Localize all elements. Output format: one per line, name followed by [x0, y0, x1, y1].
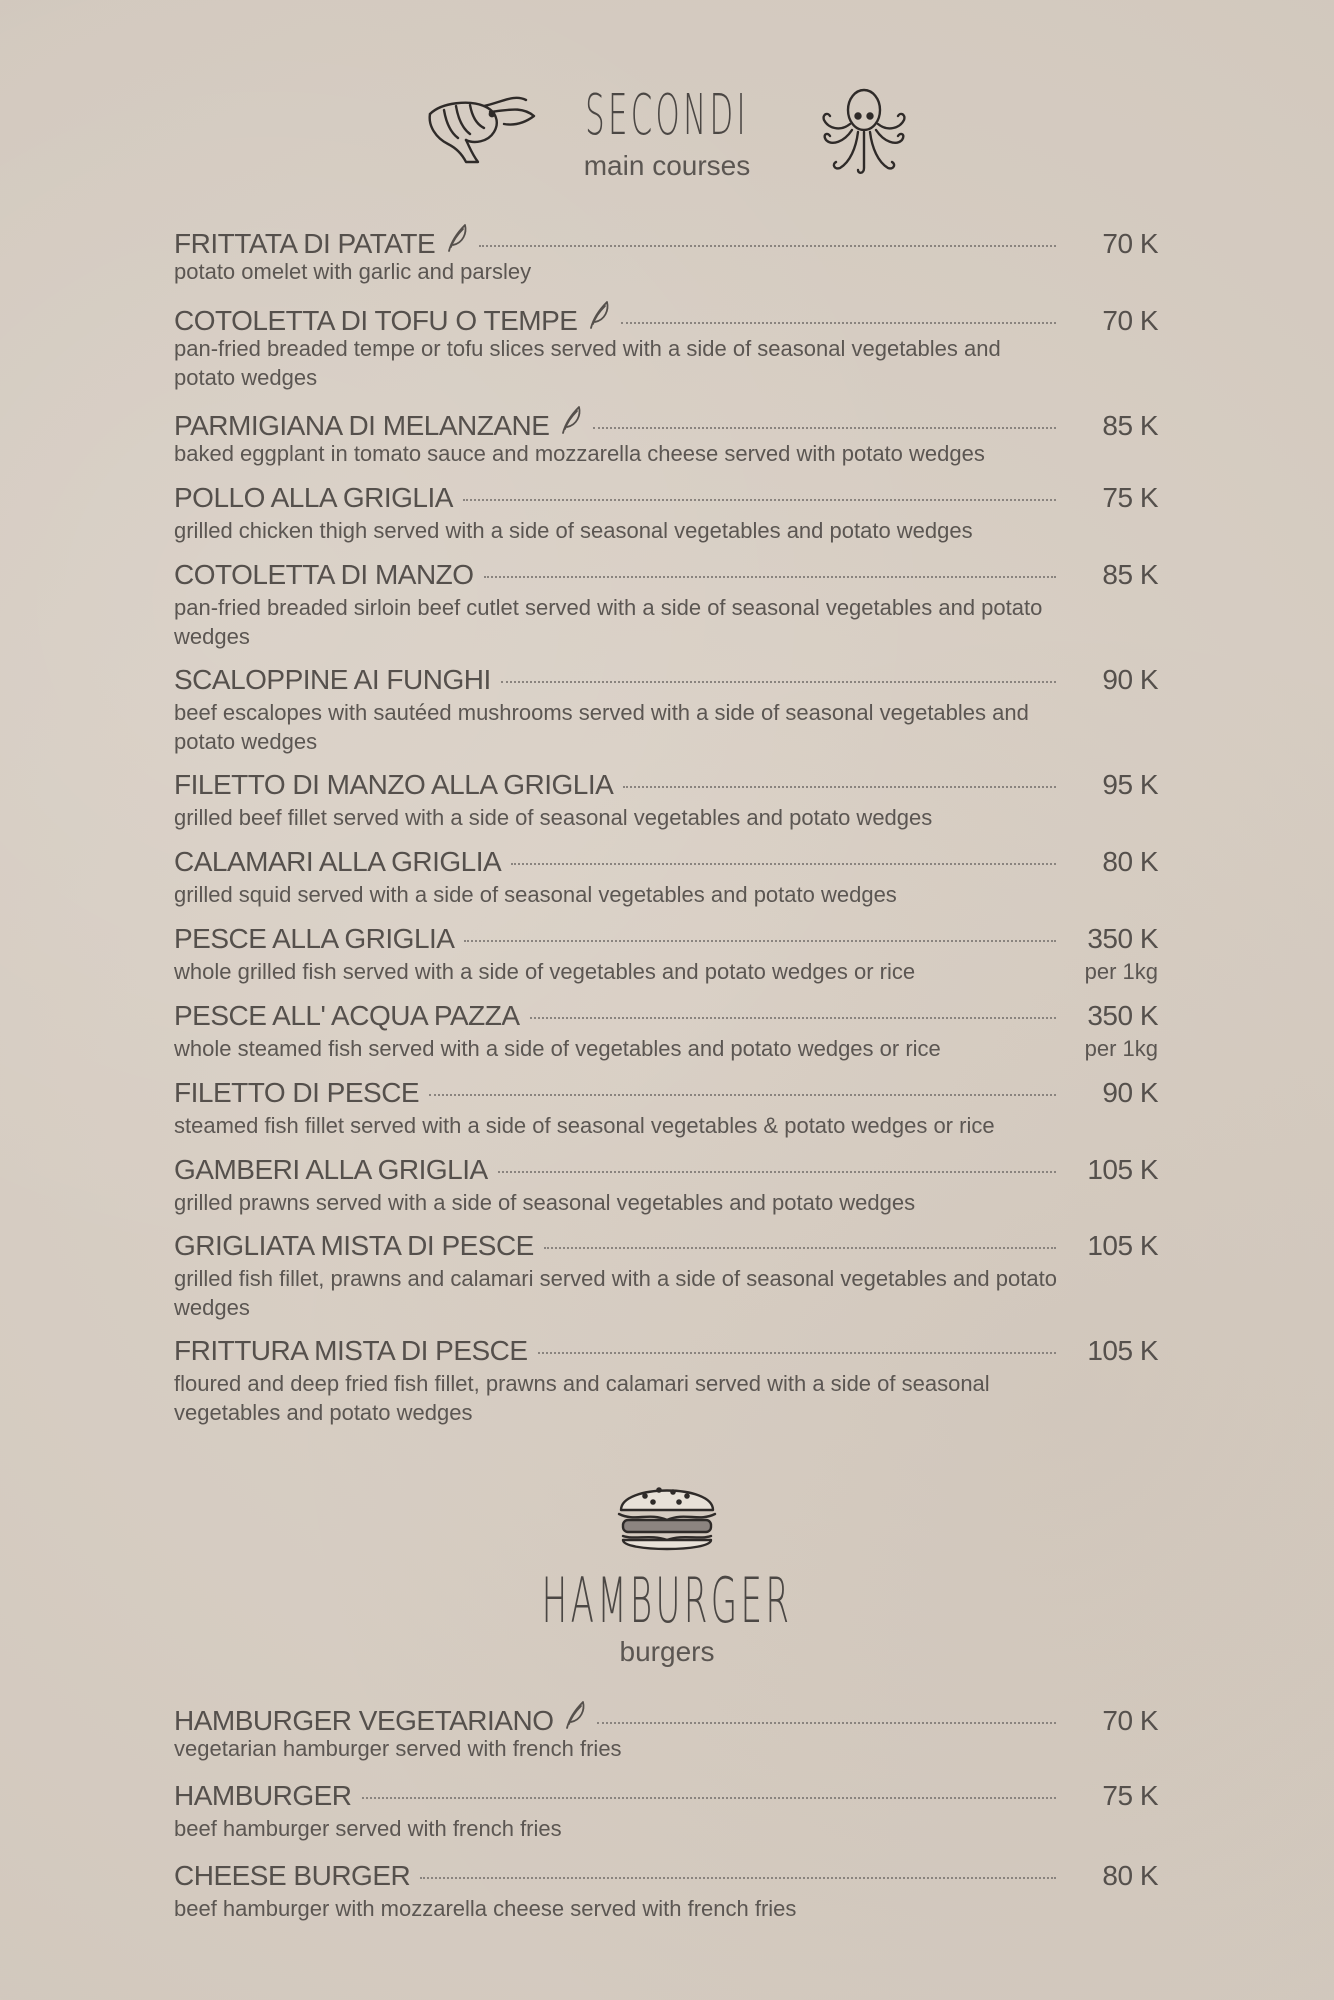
menu-item-description: beef hamburger with mozzarella cheese served with french fries [174, 1896, 797, 1921]
menu-item-price: 105 K [1087, 1335, 1158, 1366]
menu-item-row [174, 846, 1158, 880]
menu-item-price: 85 K [1102, 410, 1158, 441]
menu-item-price: 80 K [1102, 1860, 1158, 1891]
menu-item-price: 85 K [1102, 559, 1158, 590]
menu-item-description: grilled chicken thigh served with a side of seasonal vegetables and potato wedges [174, 518, 973, 543]
menu-item [174, 1780, 1158, 1843]
menu-item-price: 350 K [1087, 1000, 1158, 1031]
menu-item-description: grilled squid served with a side of seasonal vegetables and potato wedges [174, 882, 897, 907]
leaf-icon [557, 405, 583, 433]
menu-item [174, 559, 1158, 651]
menu-item-name: HAMBURGER VEGETARIANO [174, 1705, 554, 1736]
menu-item-row [174, 559, 1158, 593]
menu-item-name: CALAMARI ALLA GRIGLIA [174, 846, 502, 877]
menu-item-name: POLLO ALLA GRIGLIA [174, 482, 453, 513]
menu-item-description: grilled prawns served with a side of seasonal vegetables and potato wedges [174, 1190, 916, 1215]
dot-leader [597, 1720, 1056, 1724]
menu-item-price: 350 K [1087, 923, 1158, 954]
menu-item-price: 90 K [1102, 664, 1158, 695]
menu-item-name: PESCE ALLA GRIGLIA [174, 923, 455, 954]
menu-item [174, 300, 1158, 392]
menu-item-description: beef escalopes with sautéed mushrooms served with a side of seasonal vegetables and potato wedges [174, 700, 1029, 754]
menu-item-name: FRITTATA DI PATATE [174, 228, 436, 259]
menu-item-name: COTOLETTA DI MANZO [174, 559, 474, 590]
menu-item-price: 75 K [1102, 482, 1158, 513]
menu-item-row [174, 1860, 1158, 1894]
dot-leader [362, 1795, 1056, 1799]
dot-leader [498, 1169, 1056, 1173]
section-title: SECONDI [585, 83, 749, 148]
menu-item-name: CHEESE BURGER [174, 1860, 411, 1891]
menu-item [174, 223, 1158, 286]
dot-leader [538, 1350, 1056, 1354]
menu-item-row [174, 1000, 1158, 1034]
dot-leader [544, 1245, 1056, 1249]
menu-item [174, 1000, 1158, 1063]
section-subtitle: burgers [619, 1636, 715, 1667]
burger-icon [615, 1470, 719, 1558]
leaf-icon [561, 1700, 587, 1728]
menu-item [174, 482, 1158, 545]
menu-item [174, 769, 1158, 832]
menu-item-name: FRITTURA MISTA DI PESCE [174, 1335, 528, 1366]
menu-item-name: COTOLETTA DI TOFU O TEMPE [174, 305, 578, 336]
menu-item [174, 1077, 1158, 1140]
menu-item-name: FILETTO DI PESCE [174, 1077, 420, 1108]
menu-item-price: 70 K [1102, 305, 1158, 336]
menu-item-price: 105 K [1087, 1230, 1158, 1261]
menu-item [174, 1230, 1158, 1322]
menu-item-price: 70 K [1102, 1705, 1158, 1736]
dot-leader [511, 861, 1056, 865]
menu-item-price: 105 K [1087, 1154, 1158, 1185]
leaf-icon [585, 300, 611, 328]
menu-item-row [174, 1077, 1158, 1111]
menu-item-description: grilled fish fillet, prawns and calamari served with a side of seasonal vegetables and potato wedges [174, 1266, 1057, 1320]
menu-item-description: vegetarian hamburger served with french fries [174, 1736, 622, 1761]
section-header-hamburger [0, 1564, 1334, 1667]
menu-item-price: 90 K [1102, 1077, 1158, 1108]
dot-leader [621, 320, 1056, 324]
menu-item-price: 70 K [1102, 228, 1158, 259]
menu-item-row [174, 482, 1158, 516]
menu-item-name: HAMBURGER [174, 1780, 352, 1811]
menu-item-row [174, 664, 1158, 698]
menu-item-row [174, 923, 1158, 957]
section-subtitle: main courses [583, 150, 751, 181]
menu-item-name: FILETTO DI MANZO ALLA GRIGLIA [174, 769, 614, 800]
section-header-secondi [0, 83, 1334, 181]
dot-leader [593, 425, 1056, 429]
menu-item-row [174, 1230, 1158, 1264]
menu-item-price-unit: per 1kg [1084, 1036, 1158, 1061]
menu-item [174, 923, 1158, 986]
leaf-icon [443, 223, 469, 251]
dot-leader [420, 1875, 1056, 1879]
menu-item-name: GAMBERI ALLA GRIGLIA [174, 1154, 488, 1185]
menu-item-description: pan-fried breaded tempe or tofu slices served with a side of seasonal vegetables and potato wedges [174, 336, 1001, 390]
menu-item-row [174, 769, 1158, 803]
menu-item-description: beef hamburger served with french fries [174, 1816, 562, 1841]
menu-item-price: 95 K [1102, 769, 1158, 800]
menu-item-description: potato omelet with garlic and parsley [174, 259, 532, 284]
dot-leader [484, 574, 1056, 578]
dot-leader [464, 938, 1056, 942]
menu-item-description: steamed fish fillet served with a side of seasonal vegetables & potato wedges or rice [174, 1113, 995, 1138]
menu-item-row [174, 1700, 1158, 1734]
menu-item-price: 75 K [1102, 1780, 1158, 1811]
menu-item-row [174, 1335, 1158, 1369]
menu-item-description: grilled beef fillet served with a side of seasonal vegetables and potato wedges [174, 805, 933, 830]
dot-leader [530, 1015, 1056, 1019]
menu-item-name: PESCE ALL' ACQUA PAZZA [174, 1000, 520, 1031]
menu-item-description: whole grilled fish served with a side of vegetables and potato wedges or rice [174, 959, 916, 984]
menu-item-row [174, 1780, 1158, 1814]
menu-item [174, 1154, 1158, 1217]
dot-leader [463, 497, 1056, 501]
menu-item-row [174, 405, 1158, 439]
menu-item [174, 846, 1158, 909]
menu-item [174, 1700, 1158, 1763]
menu-item [174, 1335, 1158, 1427]
menu-item-name: SCALOPPINE AI FUNGHI [174, 664, 491, 695]
dot-leader [623, 784, 1056, 788]
section-title: HAMBURGER [541, 1564, 793, 1637]
menu-item-name: GRIGLIATA MISTA DI PESCE [174, 1230, 534, 1261]
dot-leader [479, 243, 1056, 247]
menu-item-description: pan-fried breaded sirloin beef cutlet served with a side of seasonal vegetables and potato wedges [174, 595, 1043, 649]
menu-item-description: whole steamed fish served with a side of vegetables and potato wedges or rice [174, 1036, 941, 1061]
menu-item [174, 405, 1158, 468]
menu-item-row [174, 300, 1158, 334]
menu-item-price-unit: per 1kg [1084, 959, 1158, 984]
menu-item [174, 664, 1158, 756]
menu-item [174, 1860, 1158, 1923]
dot-leader [429, 1092, 1056, 1096]
menu-item-price: 80 K [1102, 846, 1158, 877]
menu-item-description: baked eggplant in tomato sauce and mozzarella cheese served with potato wedges [174, 441, 985, 466]
dot-leader [501, 679, 1056, 683]
menu-item-row [174, 1154, 1158, 1188]
menu-item-name: PARMIGIANA DI MELANZANE [174, 410, 550, 441]
menu-item-description: floured and deep fried fish fillet, prawns and calamari served with a side of seasonal vegetables and potato wedges [174, 1371, 990, 1425]
menu-item-row [174, 223, 1158, 257]
